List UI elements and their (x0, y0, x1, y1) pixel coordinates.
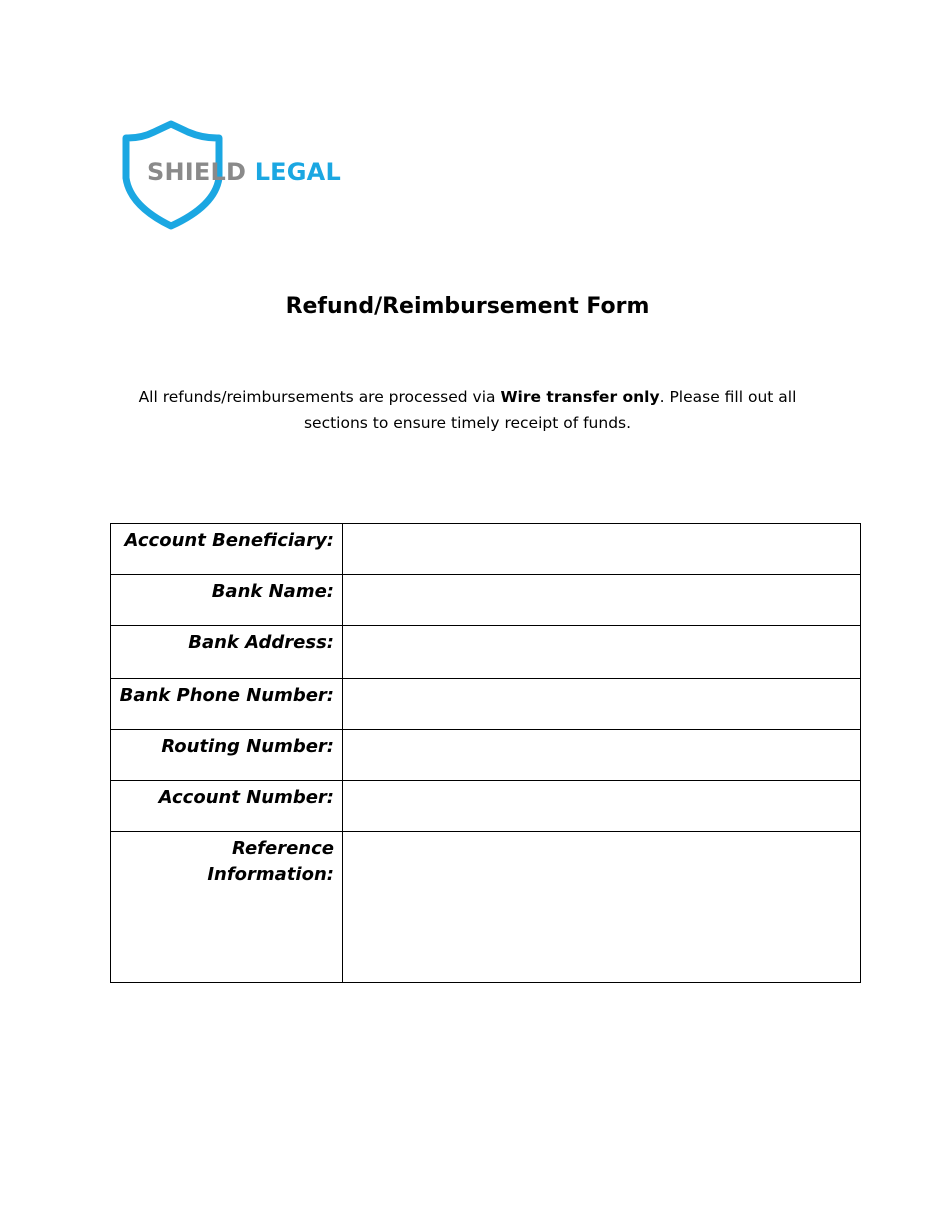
logo-word-shield: SHIELD (147, 158, 247, 186)
company-logo (118, 118, 368, 240)
field-reference-information[interactable] (343, 832, 861, 983)
intro-text-before: All refunds/reimbursements are processed via (138, 388, 501, 406)
table-row (111, 524, 861, 575)
label-bank-address: Bank Address: (111, 626, 343, 679)
logo-word-legal: LEGAL (254, 158, 341, 186)
field-account-number[interactable] (343, 781, 861, 832)
field-routing-number[interactable] (343, 730, 861, 781)
table-row (111, 832, 861, 983)
table-row (111, 730, 861, 781)
label-routing-number: Routing Number: (111, 730, 343, 781)
label-bank-phone-number: Bank Phone Number: (111, 679, 343, 730)
table-row (111, 575, 861, 626)
label-account-number: Account Number: (111, 781, 343, 832)
intro-text (130, 384, 805, 436)
label-account-beneficiary: Account Beneficiary: (111, 524, 343, 575)
field-bank-phone-number[interactable] (343, 679, 861, 730)
field-bank-name[interactable] (343, 575, 861, 626)
table-row (111, 781, 861, 832)
table-row (111, 679, 861, 730)
field-account-beneficiary[interactable] (343, 524, 861, 575)
logo-wordmark (147, 158, 341, 186)
label-reference-information: Reference Information: (111, 832, 343, 983)
intro-text-after: . Please fill out all sections to ensure timely receipt of funds. (303, 388, 797, 432)
intro-text-bold: Wire transfer only (500, 388, 660, 406)
field-bank-address[interactable] (343, 626, 861, 679)
label-bank-name: Bank Name: (111, 575, 343, 626)
form-title: Refund/Reimbursement Form (285, 294, 650, 319)
wire-details-table (110, 523, 861, 983)
table-row (111, 626, 861, 679)
